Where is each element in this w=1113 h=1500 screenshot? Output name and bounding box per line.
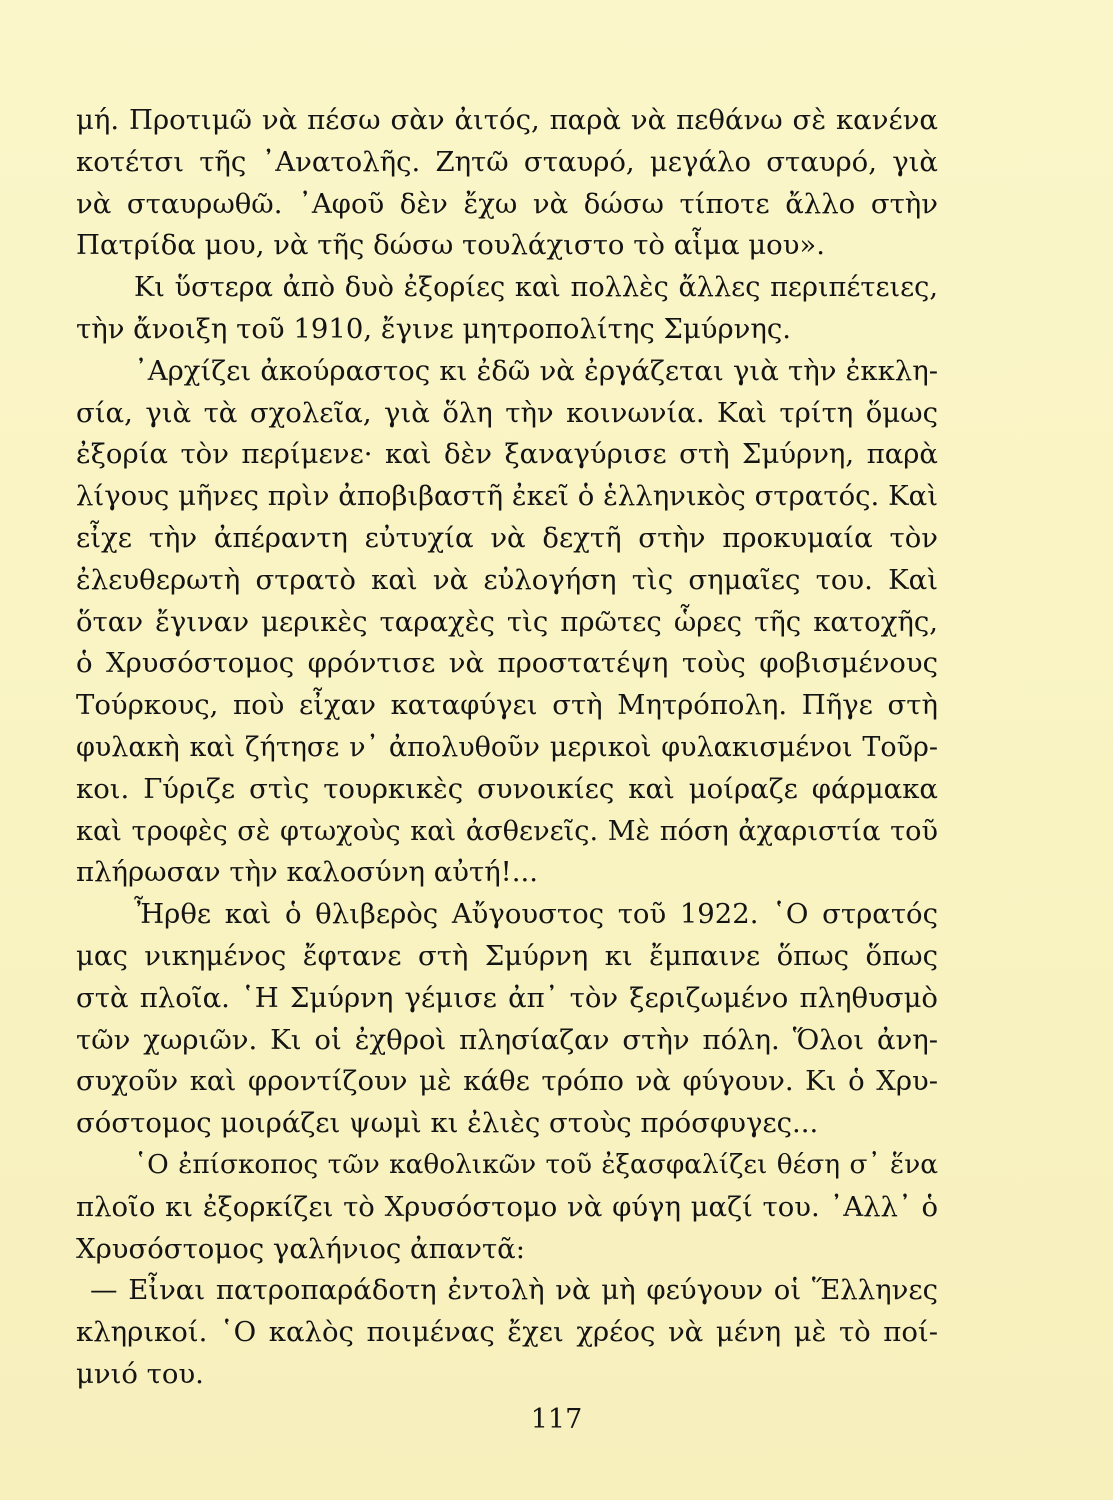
text-line: μας νικημένος ἔφτανε στὴ Σμύρνη κι ἔμπαινε ὅπως ὅπως [76, 939, 938, 972]
text-line: μή. Προτιμῶ νὰ πέσω σὰν ἀιτός, παρὰ νὰ πεθάνω σὲ κανένα [76, 104, 938, 136]
text-line: κοι. Γύριζε στὶς τουρκικὲς συνοικίες καὶ μοίραζε φάρμακα [76, 772, 938, 805]
text-line: ὅταν ἔγιναν μερικὲς ταραχὲς τὶς πρῶτες ὧρες τῆς κατοχῆς, [76, 605, 938, 638]
text-line: εἶχε τὴν ἀπέραντη εὐτυχία νὰ δεχτῆ στὴν προκυμαία τὸν [76, 521, 938, 554]
text-line: τῶν χωριῶν. Κι οἱ ἐχθροὶ πλησίαζαν στὴν πόλη. Ὅλοι ἀνη- [76, 1023, 938, 1056]
text-line: κληρικοί. ῾Ο καλὸς ποιμένας ἔχει χρέος νὰ μένη μὲ τὸ ποί- [76, 1316, 938, 1349]
text-line: Ἦρθε καὶ ὁ θλιβερὸς Αὔγουστος τοῦ 1922. ῾Ο στρατός [134, 898, 938, 931]
text-line: Τούρκους, ποὺ εἶχαν καταφύγει στὴ Μητρόπολη. Πῆγε στὴ [76, 689, 938, 722]
text-line: στὰ πλοῖα. ῾Η Σμύρνη γέμισε ἀπ᾿ τὸν ξεριζωμένο πληθυσμὸ [76, 981, 938, 1014]
text-line: τὴν ἄνοιξη τοῦ 1910, ἔγινε μητροπολίτης Σμύρνης. [76, 312, 792, 345]
text-line: λίγους μῆνες πρὶν ἀποβιβαστῆ ἐκεῖ ὁ ἑλληνικὸς στρατός. Καὶ [76, 480, 938, 513]
text-line: καὶ τροφὲς σὲ φτωχοὺς καὶ ἀσθενεῖς. Μὲ πόση ἀχαριστία τοῦ [76, 815, 938, 847]
text-line: κοτέτσι τῆς ᾿Ανατολῆς. Ζητῶ σταυρό, μεγάλο σταυρό, γιὰ [76, 145, 938, 178]
text-line: ὁ Χρυσόστομος φρόντισε νὰ προστατέψη τοὺς φοβισμένους [76, 647, 938, 680]
text-line: μνιό του. [76, 1357, 204, 1390]
body-text [76, 100, 938, 1396]
text-line: ᾿Αρχίζει ἀκούραστος κι ἐδῶ νὰ ἐργάζεται γιὰ τὴν ἐκκλη- [134, 354, 938, 387]
text-line: νὰ σταυρωθῶ. ᾿Αφοῦ δὲν ἔχω νὰ δώσω τίποτε ἄλλο στὴν [76, 187, 938, 220]
text-line: φυλακὴ καὶ ζήτησε ν᾿ ἀπολυθοῦν μερικοὶ φυλακισμένοι Τοῦρ- [76, 731, 938, 763]
text-line: ἐξορία τὸν περίμενε· καὶ δὲν ξαναγύρισε στὴ Σμύρνη, παρὰ [76, 438, 938, 471]
text-line: πλοῖο κι ἐξορκίζει τὸ Χρυσόστομο νὰ φύγη μαζί του. ᾿Αλλ᾿ ὁ [76, 1190, 938, 1223]
text-line: Χρυσόστομος γαλήνιος ἀπαντᾶ: [76, 1232, 525, 1265]
text-line: πλήρωσαν τὴν καλοσύνη αὐτή!... [76, 856, 538, 889]
page-number: 117 [530, 1404, 583, 1435]
text-line: συχοῦν καὶ φροντίζουν μὲ κάθε τρόπο νὰ φύγουν. Κι ὁ Χρυ- [76, 1065, 938, 1098]
text-line: σία, γιὰ τὰ σχολεῖα, γιὰ ὅλη τὴν κοινωνία. Καὶ τρίτη ὅμως [76, 396, 938, 429]
text-line: σόστομος μοιράζει ψωμὶ κι ἐλιὲς στοὺς πρόσφυγες... [76, 1107, 819, 1140]
text-line: Κι ὕστερα ἀπὸ δυὸ ἐξορίες καὶ πολλὲς ἄλλες περιπέτειες, [134, 272, 938, 304]
text-line: Πατρίδα μου, νὰ τῆς δώσω τουλάχιστο τὸ αἷμα μου». [76, 229, 825, 262]
text-line: — Εἶναι πατροπαράδοτη ἐντολὴ νὰ μὴ φεύγουν οἱ Ἕλληνες [90, 1274, 938, 1307]
text-line: ῾Ο ἐπίσκοπος τῶν καθολικῶν τοῦ ἐξασφαλίζει θέση σ᾿ ἕνα [134, 1149, 938, 1180]
text-line: ἐλευθερωτὴ στρατὸ καὶ νὰ εὐλογήση τὶς σημαῖες του. Καὶ [76, 563, 938, 596]
